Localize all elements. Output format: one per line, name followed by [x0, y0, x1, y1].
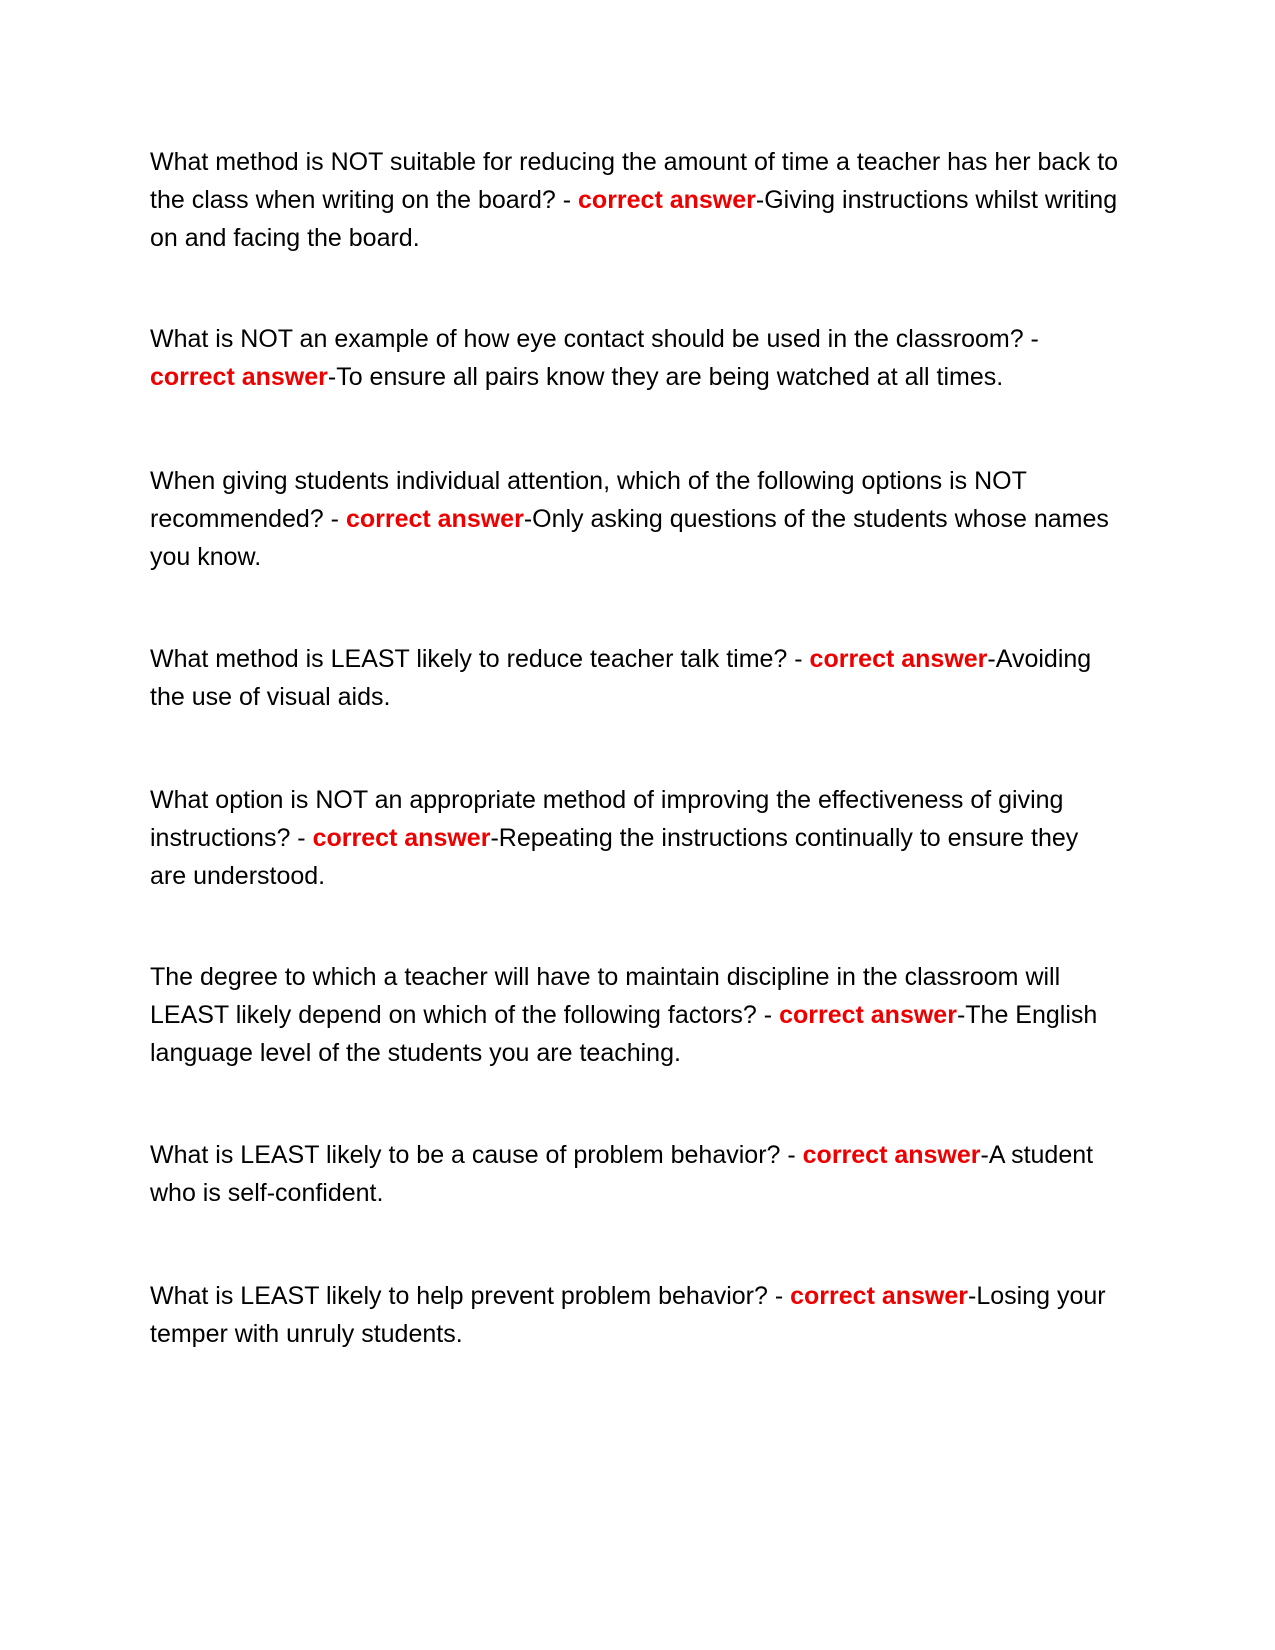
question-text: When giving students individual attention, which of the following options is NOT recommended? -: [150, 467, 1027, 533]
question-text: What method is NOT suitable for reducing the amount of time a teacher has her back to the class when writing on the board? -: [150, 148, 1119, 214]
answer-text: -Giving instructions whilst writing on and facing the board.: [150, 186, 1118, 252]
answer-text: -Only asking questions of the students whose names you know.: [150, 505, 1109, 571]
answer-label: correct answer: [809, 645, 988, 673]
question-text: The degree to which a teacher will have to maintain discipline in the classroom will LEAST likely depend on which of the following factors? -: [150, 963, 1061, 1029]
qa-item: [150, 462, 1120, 576]
qa-item: [150, 1136, 1120, 1212]
question-text: What option is NOT an appropriate method of improving the effectiveness of giving instructions? -: [150, 786, 1064, 852]
qa-item: [150, 320, 1120, 396]
qa-item: [150, 781, 1120, 895]
answer-label: correct answer: [790, 1282, 968, 1310]
answer-label: correct answer: [345, 505, 524, 533]
qa-item: [150, 143, 1120, 257]
answer-label: correct answer: [779, 1001, 957, 1029]
qa-item: [150, 1277, 1120, 1353]
question-text: What is NOT an example of how eye contact should be used in the classroom? -: [150, 325, 1039, 353]
answer-text: -The English language level of the students you are teaching.: [150, 1001, 1098, 1067]
answer-text: -A student who is self-confident.: [150, 1141, 1094, 1207]
answer-label: correct answer: [578, 186, 756, 214]
qa-item: [150, 640, 1120, 716]
answer-label: correct answer: [802, 1141, 981, 1169]
qa-item: [150, 958, 1120, 1072]
answer-text: -Losing your temper with unruly students.: [150, 1282, 1106, 1348]
answer-text: -Avoiding the use of visual aids.: [150, 645, 1092, 711]
answer-text: -Repeating the instructions continually to ensure they are understood.: [150, 824, 1079, 890]
question-text: What method is LEAST likely to reduce teacher talk time? -: [150, 645, 810, 673]
question-text: What is LEAST likely to be a cause of problem behavior? -: [150, 1141, 803, 1169]
answer-label: correct answer: [312, 824, 491, 852]
answer-text: -To ensure all pairs know they are being watched at all times.: [327, 363, 1004, 391]
question-text: What is LEAST likely to help prevent problem behavior? -: [150, 1282, 791, 1310]
answer-label: correct answer: [150, 363, 328, 391]
